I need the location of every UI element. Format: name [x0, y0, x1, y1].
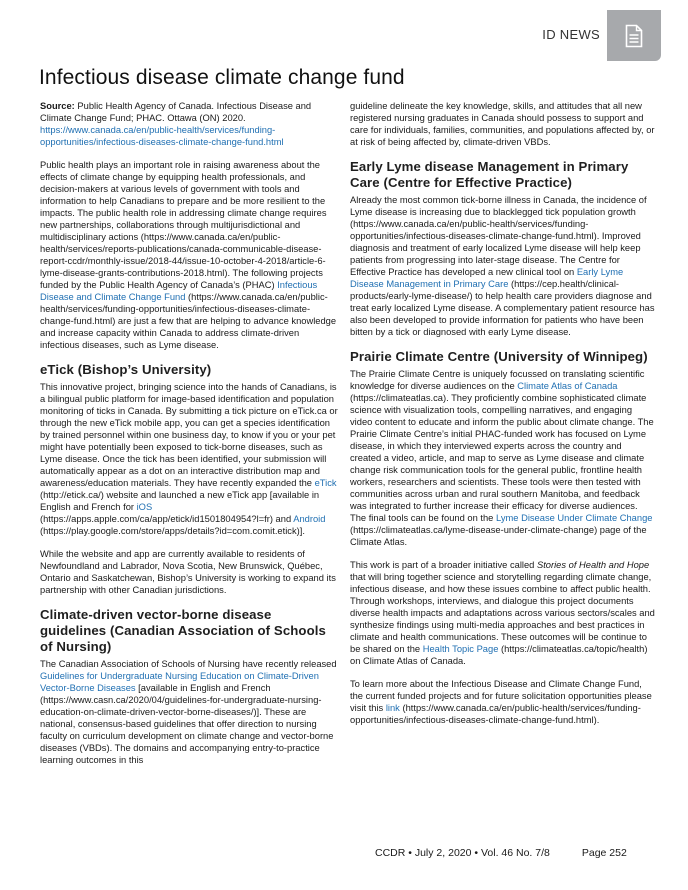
ios-link[interactable]: iOS: [136, 502, 153, 512]
section-label: ID NEWS: [542, 27, 600, 42]
right-column: [350, 100, 655, 737]
source-link[interactable]: https://www.canada.ca/en/public-health/services/funding-opportunities/infectious-diseases-climate-change-fund.html: [40, 125, 284, 147]
source-citation: Source: Public Health Agency of Canada. Infectious Disease and Climate Change Fund; PHAC. Ottawa (ON) 2020. https://www.canada.ca/en/public-health/services/funding-opportunities/infectious-diseases-climate-change-fund.html: [40, 101, 312, 147]
source-label: Source:: [40, 101, 75, 111]
learn-more-link[interactable]: link: [385, 703, 400, 713]
document-icon: [625, 24, 643, 48]
left-column: [40, 100, 340, 777]
intro-paragraph: Public health plays an important role in raising awareness about the effects of climate change by equipping health professionals, and decision-makers at various levels of government with tools and information to help Canadians to prepare and be more resilient to the impacts. The public health role in addressing climate change requires new partnerships, collaborations through multijurisdictional and multidisciplinary actions (https://www.canada.ca/en/public-health/services/reports-publications/canada-communicable-disease-report-ccdr/monthly-issue/2018-44/issue-10-october-4-2018/article-6-lyme-disease-grants-contributions-2018.html). The following projects funded by the Public Health Agency of Canada’s (PHAC) Infectious Disease and Climate Change Fund (https://www.canada.ca/en/public-health/services/funding-opportunities/infectious-diseases-climate-change-fund.html) are just a few that are helping to advance knowledge and increase capacity within Canada to address climate-driven infectious diseases, such as Lyme disease.: [40, 160, 337, 350]
prairie-heading: Prairie Climate Centre (University of Winnipeg): [350, 349, 648, 364]
footer-citation: CCDR • July 2, 2020 • Vol. 46 No. 7/8: [375, 847, 550, 859]
etick-heading: eTick (Bishop’s University): [40, 362, 212, 377]
nursing-heading: Climate-driven vector-borne disease guidelines (Canadian Association of Schools of Nursing): [40, 607, 326, 654]
fund-link[interactable]: Infectious Disease and Climate Change Fund: [40, 280, 318, 302]
etick-link[interactable]: eTick: [314, 478, 337, 488]
lyme-paragraph: Already the most common tick-borne illness in Canada, the incidence of Lyme disease is increasing due to blacklegged tick population growth (https://www.canada.ca/en/public-health/services/funding-opportunities/infectious-diseases-climate-change-fund.html). Improved diagnosis and treatment of early localized Lyme disease will help keep patients from progressing into later-stage disease. The Centre for Effective Practice has developed a new clinical tool on Early Lyme Disease Management in Primary Care (https://cep.health/clinical-products/early-lyme-disease/) to help health care providers diagnose and treat early localized Lyme disease. A complementary patient resource has also been developed to provide information for patients who have been bitten by a tick or diagnosed with early Lyme disease.: [350, 195, 655, 337]
section-tab: [607, 10, 661, 61]
climate-atlas-link[interactable]: Climate Atlas of Canada: [517, 381, 618, 391]
lyme-climate-change-link[interactable]: Lyme Disease Under Climate Change: [495, 513, 653, 523]
android-link[interactable]: Android: [293, 514, 326, 524]
nursing-paragraph: The Canadian Association of Schools of Nursing have recently released Guidelines for Undergraduate Nursing Education on Climate-Driven Vector-Borne Diseases [available in English and French (https://www.casn.ca/2020/04/guidelines-for-undergraduate-nursing-education-on-climate-driven-vector-borne-diseases/)]. These are national, consensus-based guidelines that offer direction to nursing faculty on curriculum development on climate change and vector-borne diseases (VBDs). The domains and accompanying entry-to-practice learning outcomes in this: [40, 659, 337, 765]
stories-paragraph: This work is part of a broader initiative called Stories of Health and Hope that will bring together science and storytelling regarding climate change, infectious disease, and how these issues combine to affect public health. Through workshops, interviews, and dialogue this project documents diverse health impacts and adaptations across various sectors/scales and synthesize findings using multi-media approaches and best practices in climate and health communications. These outcomes will be continue to be shared on the Health Topic Page (https://climateatlas.ca/topic/health) on Climate Atlas of Canada.: [350, 560, 655, 666]
etick-availability-paragraph: While the website and app are currently available to residents of Newfoundland and Labrador, Nova Scotia, New Brunswick, Québec, Ontario and Saskatchewan, Bishop’s University is working to expand its partnership with other Canadian jurisdictions.: [40, 549, 336, 595]
learn-more-paragraph: To learn more about the Infectious Disease and Climate Change Fund, the current funded projects and for future solicitation opportunities please visit this link (https://www.canada.ca/en/public-health/services/funding-opportunities/infectious-diseases-climate-change-fund.html).: [350, 679, 652, 725]
page-number: Page 252: [581, 847, 627, 859]
nursing-paragraph-continued: guideline delineate the key knowledge, skills, and attitudes that all new registered nursing graduates in Canada should possess to support and care for individuals, families, communities, and populations affected by, or at risk of being affected by, climate-driven VBDs.: [350, 101, 655, 147]
page-footer: [375, 847, 627, 859]
lyme-heading: Early Lyme disease Management in Primary Care (Centre for Effective Practice): [350, 159, 629, 190]
lyme-tool-link[interactable]: Early Lyme Disease Management in Primary Care: [350, 267, 624, 289]
etick-paragraph: This innovative project, bringing science into the hands of Canadians, is a bilingual public platform for image-based identification and population monitoring of ticks in Canada. By submitting a tick picture on eTick.ca or through the new eTick mobile app, you can get a species identification by trained personnel within one business day, to know if you or your pet might have potentially been exposed to tick-borne diseases, such as Lyme disease. Once the tick has been identified, your submission will automatically appear as a dot on an interactive distribution map and awareness/education materials. They have recently expanded the eTick (http://etick.ca/) website and launched a new eTick app [available in English and French for iOS (https://apps.apple.com/ca/app/etick/id1501804954?l=fr) and Android (https://play.google.com/store/apps/details?id=com.comit.etick)].: [40, 382, 338, 536]
health-topic-link[interactable]: Health Topic Page: [422, 644, 499, 654]
nursing-guidelines-link[interactable]: Guidelines for Undergraduate Nursing Education on Climate-Driven Vector-Borne Diseases: [40, 671, 319, 693]
page-title: Infectious disease climate change fund: [39, 66, 405, 89]
prairie-paragraph: The Prairie Climate Centre is uniquely focussed on translating scientific knowledge for diverse audiences on the Climate Atlas of Canada (https://climateatlas.ca). They proficiently combine sophisticated climate science with visualization tools, compelling narratives, and engaging video content to educate and inform the public about climate change. The Prairie Climate Centre’s initial PHAC-funded work has focused on Lyme disease, in which they interviewed experts across the country and created a video, article, and map to serve as Lyme disease and climate change risk communication tools for the general public, frontline health workers, researchers and scientists. These tools were then tested with communities across urban and rural southern Manitoba, and feedback was integrated to further increase their efficacy for diverse audiences. The final tools can be found on the Lyme Disease Under Climate Change (https://climateatlas.ca/lyme-disease-under-climate-change) page of the Climate Atlas.: [350, 369, 654, 547]
